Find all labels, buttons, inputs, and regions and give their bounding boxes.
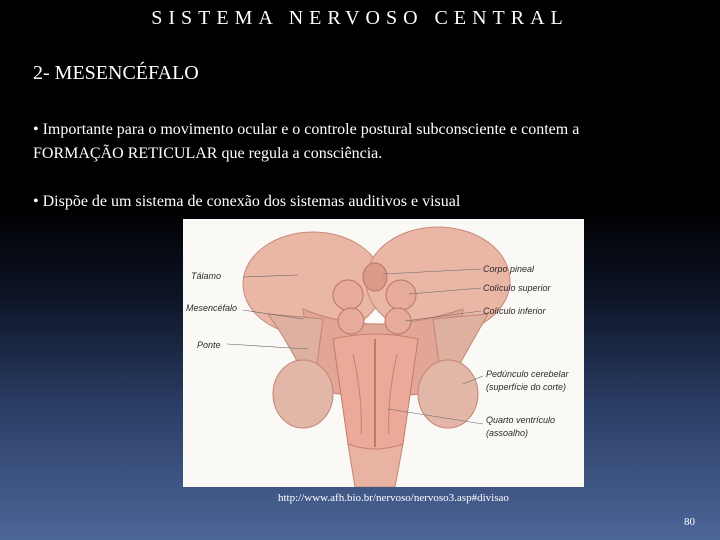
slide-title: SISTEMA NERVOSO CENTRAL <box>151 7 569 29</box>
bullet-2: • Dispõe de um sistema de conexão dos sistemas auditivos e visual <box>33 193 461 210</box>
page-number: 80 <box>684 516 695 528</box>
label-assoalho: (assoalho) <box>486 428 529 438</box>
brainstem-figure <box>183 219 584 487</box>
label-pedunculo-cerebelar: Pedúnculo cerebelar <box>486 369 569 379</box>
source-link[interactable]: http://www.afh.bio.br/nervoso/nervoso3.asp#divisao <box>278 492 509 504</box>
slide-subtitle: 2- MESENCÉFALO <box>33 62 199 84</box>
label-mesencefalo: Mesencéfalo <box>186 303 238 313</box>
label-ponte: Ponte <box>197 340 221 350</box>
label-quarto-ventriculo: Quarto ventrículo <box>486 415 556 425</box>
brainstem-illustration <box>183 219 584 487</box>
label-coliculo-inferior: Colículo inferior <box>483 306 546 316</box>
label-talamo: Tálamo <box>191 271 222 281</box>
label-coliculo-superior: Colículo superior <box>483 283 551 293</box>
label-superficie-corte: (superfície do corte) <box>486 382 567 392</box>
bullet-1: • Importante para o movimento ocular e o controle postural subconsciente e contem a FORMAÇÃO RETICULAR que regula a consciência. <box>33 121 580 162</box>
label-corpo-pineal: Corpo pineal <box>483 264 535 274</box>
